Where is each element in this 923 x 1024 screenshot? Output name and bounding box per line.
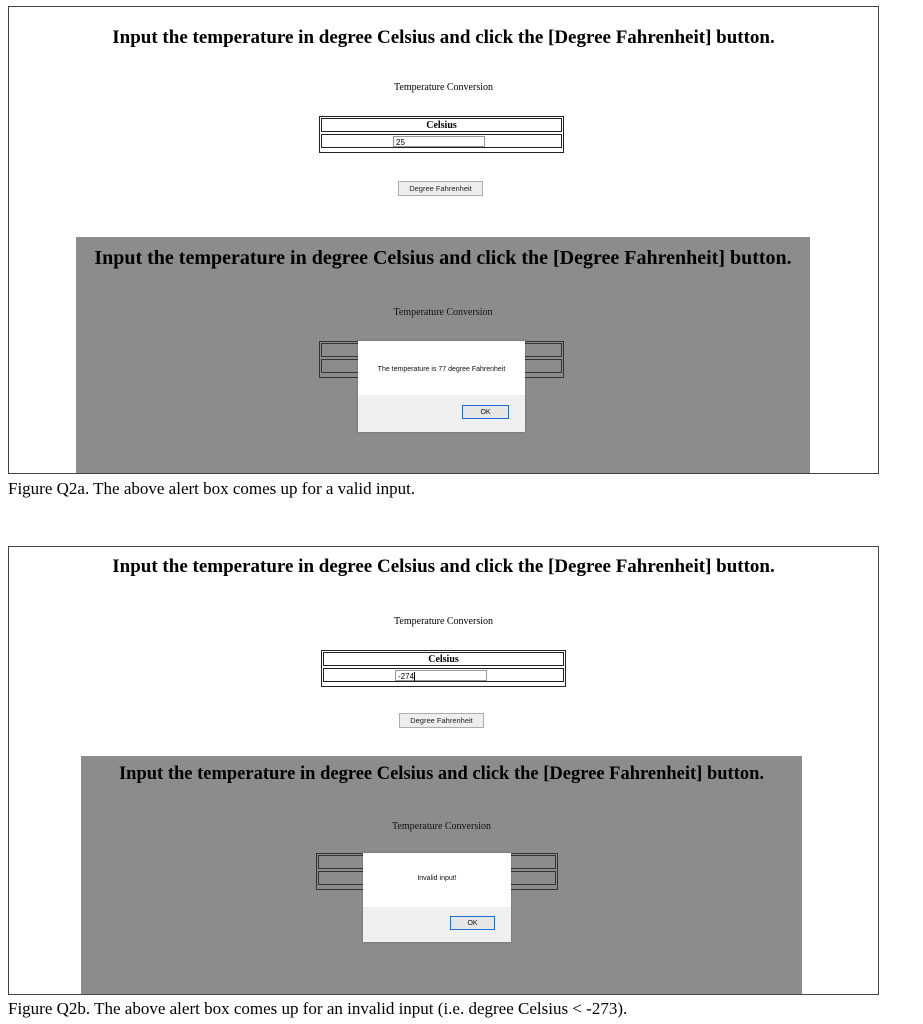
conversion-table xyxy=(321,650,566,687)
figure-caption: Figure Q2b. The above alert box comes up for an invalid input (i.e. degree Celsius < -273). xyxy=(8,999,628,1018)
degree-fahrenheit-button[interactable]: Degree Fahrenheit xyxy=(398,181,483,196)
alert-dialog xyxy=(363,853,511,942)
figure-q2a xyxy=(8,6,879,474)
alert-message: The temperature is 77 degree Fahrenheit xyxy=(377,366,506,373)
alert-screenshot-overlay xyxy=(81,756,802,994)
conversion-table xyxy=(319,116,564,153)
page-subtitle: Temperature Conversion xyxy=(394,82,493,93)
alert-dialog xyxy=(358,341,525,432)
celsius-input[interactable]: 25 xyxy=(393,136,485,147)
alert-screenshot-overlay xyxy=(76,237,810,473)
page-heading: Input the temperature in degree Celsius and click the [Degree Fahrenheit] button. xyxy=(112,27,775,48)
page-heading: Input the temperature in degree Celsius and click the [Degree Fahrenheit] button. xyxy=(112,556,775,577)
ok-button[interactable]: OK xyxy=(462,405,509,419)
ok-button[interactable]: OK xyxy=(450,916,495,930)
celsius-header-cell xyxy=(323,652,564,666)
overlay-subtitle: Temperature Conversion xyxy=(393,307,493,318)
celsius-header: Celsius xyxy=(426,120,457,131)
celsius-input-value: -274 xyxy=(398,672,415,681)
celsius-input-cell xyxy=(323,668,564,682)
overlay-subtitle: Temperature Conversion xyxy=(392,821,491,832)
degree-fahrenheit-button[interactable]: Degree Fahrenheit xyxy=(399,713,484,728)
alert-footer xyxy=(363,907,511,942)
overlay-heading: Input the temperature in degree Celsius and click the [Degree Fahrenheit] button. xyxy=(118,764,765,784)
figure-q2b xyxy=(8,546,879,995)
figure-caption: Figure Q2a. The above alert box comes up for a valid input. xyxy=(8,479,416,498)
alert-footer xyxy=(358,395,525,432)
page-subtitle: Temperature Conversion xyxy=(394,616,493,627)
celsius-input-cell xyxy=(321,134,562,148)
alert-message: Invalid input! xyxy=(417,875,457,882)
celsius-input[interactable] xyxy=(395,670,487,681)
overlay-heading: Input the temperature in degree Celsius and click the [Degree Fahrenheit] button. xyxy=(94,247,792,269)
celsius-header-cell xyxy=(321,118,562,132)
celsius-header: Celsius xyxy=(428,654,459,665)
text-cursor xyxy=(414,672,415,681)
